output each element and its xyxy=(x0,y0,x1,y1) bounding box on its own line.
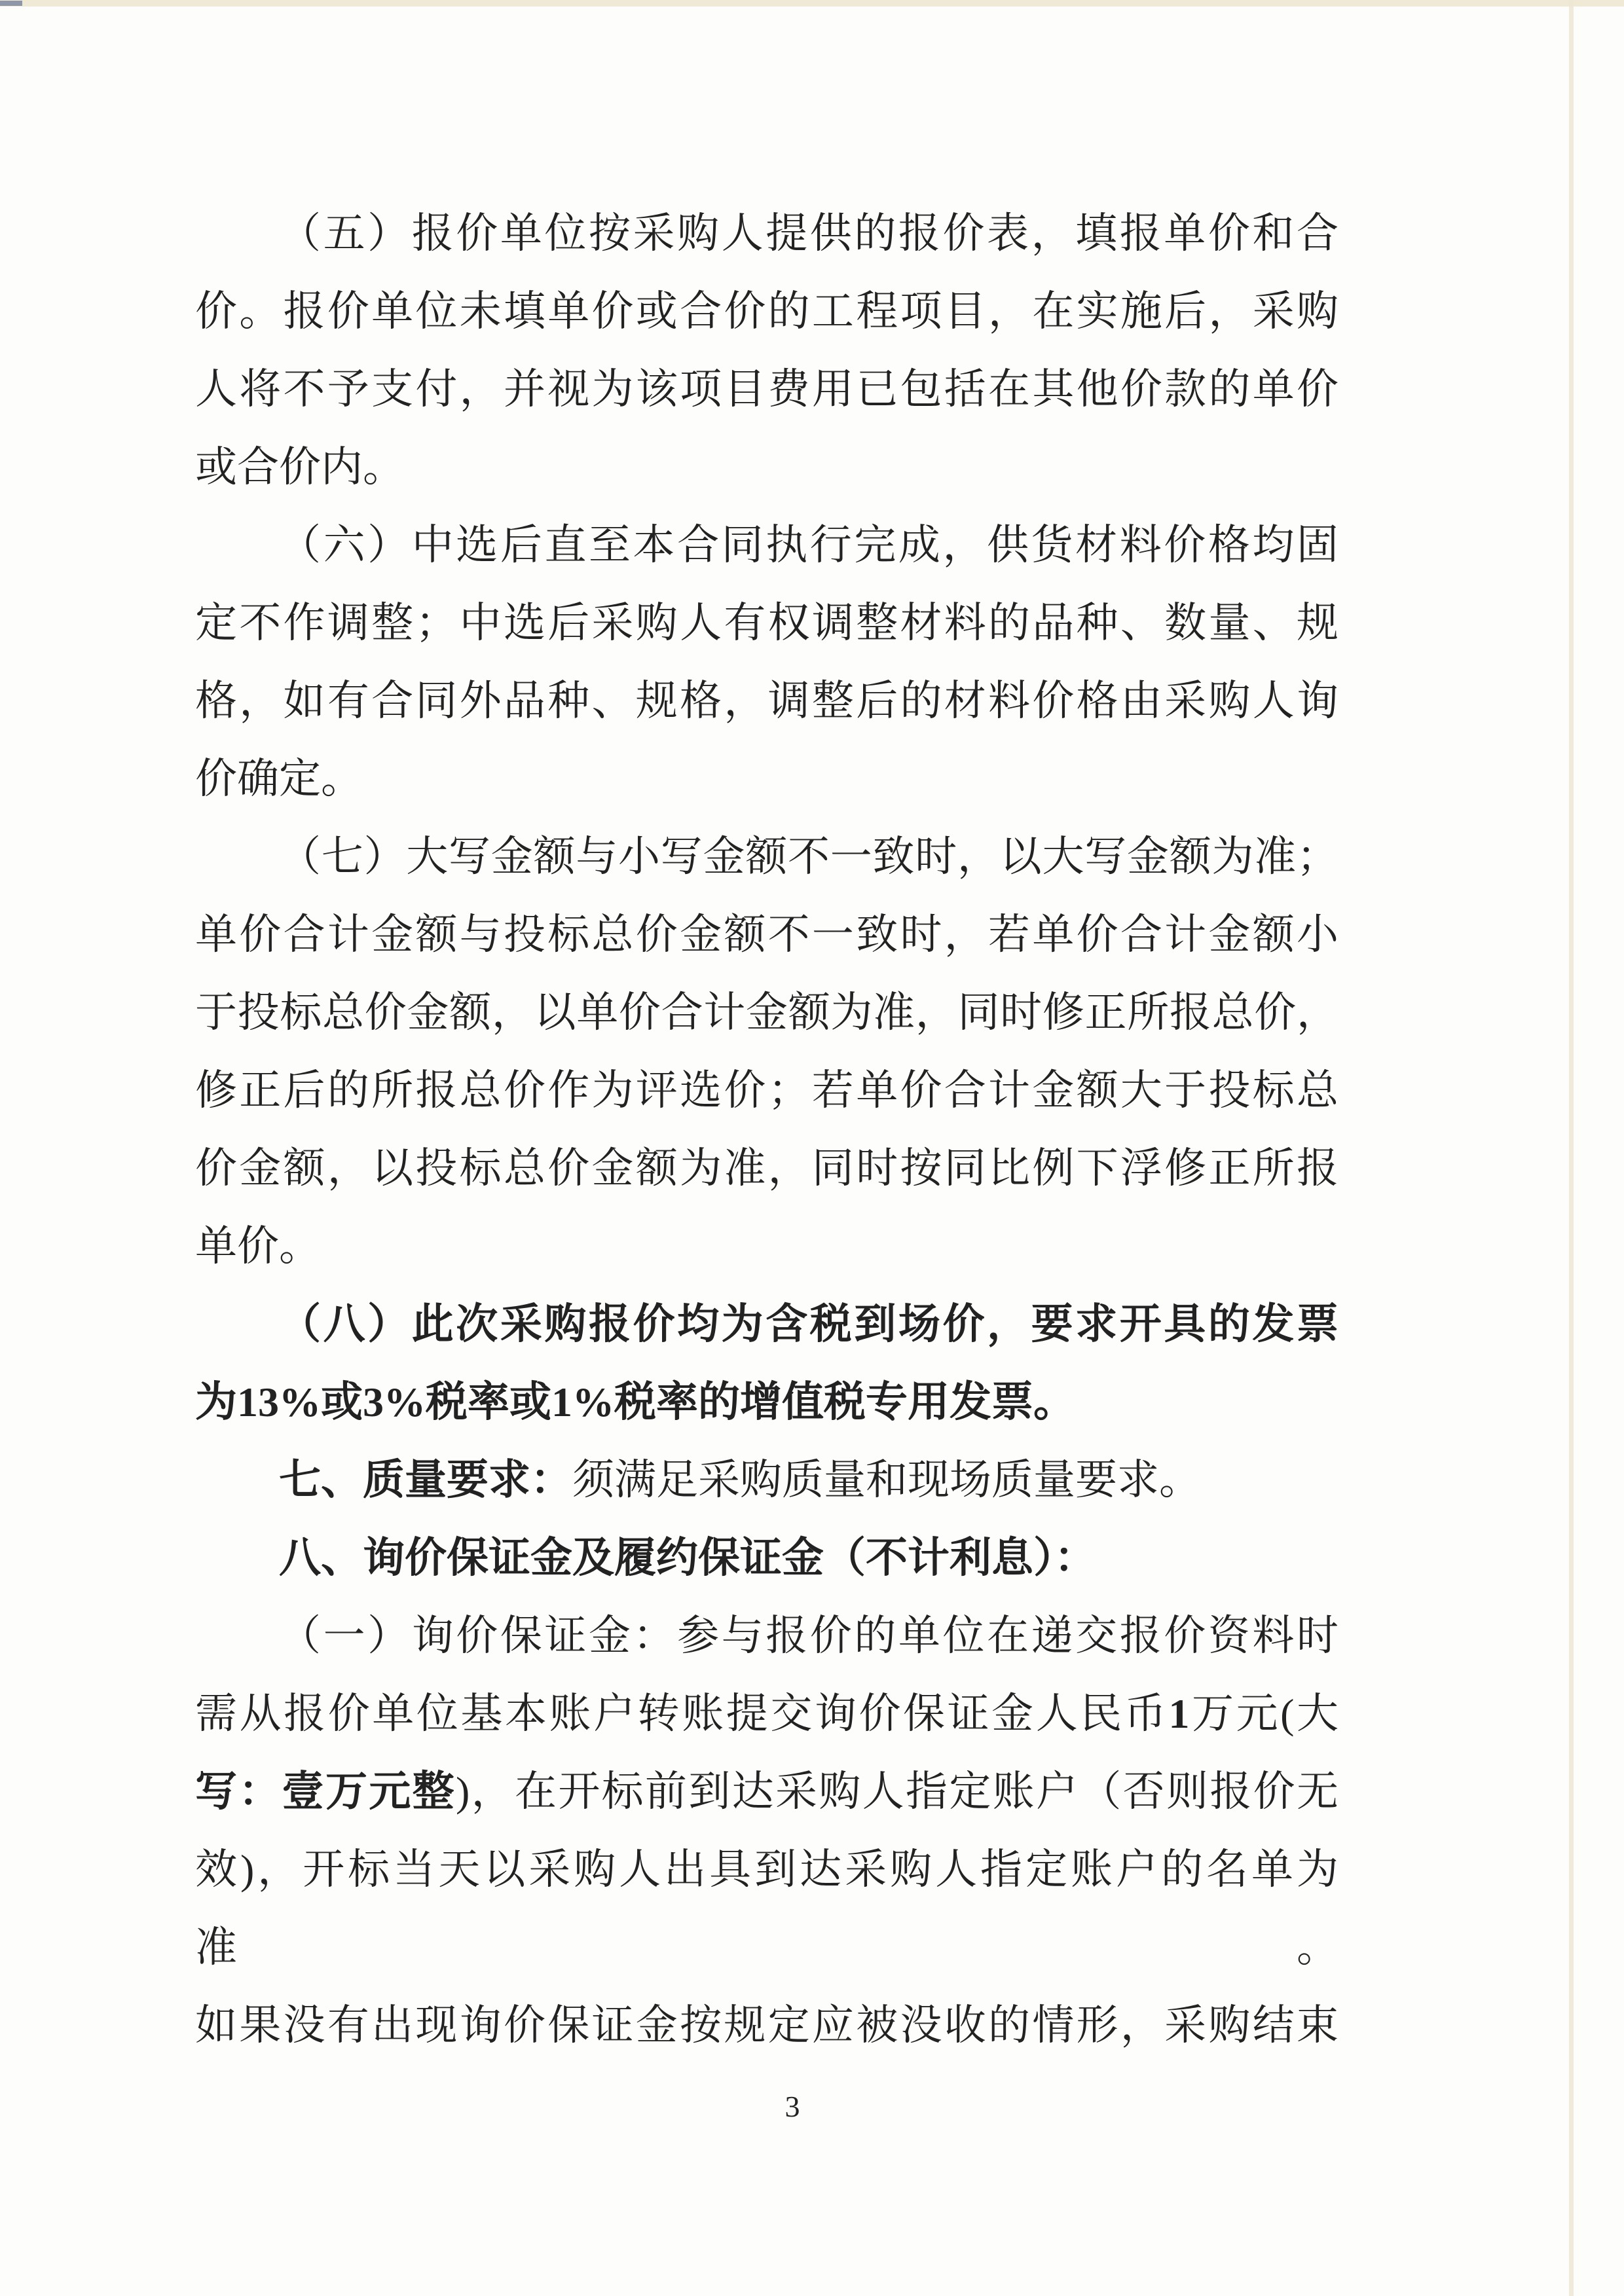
text-line xyxy=(195,1597,1338,1675)
section-heading-text: 八、询价保证金及履约保证金（不计利息）： xyxy=(279,1534,1096,1581)
text-line xyxy=(195,1051,1338,1129)
text-line xyxy=(195,1441,1338,1519)
text-line xyxy=(195,1207,1338,1285)
text-line xyxy=(195,194,1338,272)
text-line xyxy=(195,818,1338,896)
body-text-segment: 须满足采购质量和现场质量要求。 xyxy=(572,1457,1201,1503)
body-text-segment: 需从报价单位基本账户转账提交询价保证金人民币 xyxy=(195,1690,1169,1737)
body-text-segment: （五）报价单位按采购人提供的报价表，填报单价和合 xyxy=(279,210,1338,257)
body-text-segment: 单价。 xyxy=(195,1223,321,1269)
text-line xyxy=(195,896,1338,974)
page-number: 3 xyxy=(784,2090,800,2123)
body-text-segment: )，在开标前到达采购人指定账户（否则报价无 xyxy=(456,1768,1339,1815)
text-line xyxy=(195,1831,1338,1986)
text-line xyxy=(195,584,1338,662)
body-text-segment: 单价合计金额与投标总价金额不一致时，若单价合计金额小 xyxy=(195,911,1338,958)
body-text-segment: （七）大写金额与小写金额不一致时，以大写金额为准； xyxy=(279,833,1338,880)
body-text-segment: （一）询价保证金：参与报价的单位在递交报价资料时 xyxy=(279,1613,1338,1659)
body-text-segment: 人将不予支付，并视为该项目费用已包括在其他价款的单价 xyxy=(195,366,1338,412)
body-text-segment: 价确定。 xyxy=(195,756,363,802)
body-text-segment: 定不作调整；中选后采购人有权调整材料的品种、数量、规 xyxy=(195,600,1338,646)
scan-artifact-edge-line xyxy=(1569,0,1574,2296)
text-line xyxy=(195,1129,1338,1207)
body-text-segment: 效)，开标当天以采购人出具到达采购人指定账户的名单为准。 xyxy=(195,1846,1338,1971)
text-line xyxy=(195,740,1338,818)
body-text-segment: 为13%或3%税率或1%税率的增值税专用发票。 xyxy=(195,1379,1075,1425)
text-line xyxy=(195,1753,1338,1831)
body-text-segment: 写：壹万元整 xyxy=(195,1768,456,1815)
text-line xyxy=(195,662,1338,740)
text-line xyxy=(195,1986,1338,2064)
text-line xyxy=(195,1675,1338,1753)
text-line xyxy=(195,1285,1338,1363)
text-line xyxy=(195,506,1338,584)
body-text-segment: （八）此次采购报价均为含税到场价，要求开具的发票 xyxy=(279,1301,1338,1347)
text-line xyxy=(195,428,1338,506)
scan-artifact-corner-mark xyxy=(0,1,22,6)
body-text-segment: 于投标总价金额，以单价合计金额为准，同时修正所报总价， xyxy=(195,989,1338,1036)
body-text-segment: 格，如有合同外品种、规格，调整后的材料价格由采购人询 xyxy=(195,678,1338,724)
section-heading-text: 七、质量要求： xyxy=(279,1456,572,1503)
body-text-segment: 价。报价单位未填单价或合价的工程项目，在实施后，采购 xyxy=(195,288,1338,335)
body-text-segment: 如果没有出现询价保证金按规定应被没收的情形，采购结束 xyxy=(195,2002,1338,2049)
body-text-segment: 或合价内。 xyxy=(195,444,405,490)
text-line xyxy=(195,974,1338,1051)
text-line xyxy=(195,272,1338,350)
body-text-segment: 万元(大 xyxy=(1189,1690,1339,1737)
scan-artifact-top-strip xyxy=(0,0,1624,7)
body-text-segment: 1 xyxy=(1168,1690,1190,1737)
body-text-segment: （六）中选后直至本合同执行完成，供货材料价格均固 xyxy=(279,522,1338,568)
text-line xyxy=(195,1519,1338,1597)
text-line xyxy=(195,1363,1338,1441)
body-text-segment: 价金额，以投标总价金额为准，同时按同比例下浮修正所报 xyxy=(195,1145,1338,1192)
body-text xyxy=(195,194,1338,2064)
text-line xyxy=(195,350,1338,428)
body-text-segment: 修正后的所报总价作为评选价；若单价合计金额大于投标总 xyxy=(195,1067,1338,1114)
